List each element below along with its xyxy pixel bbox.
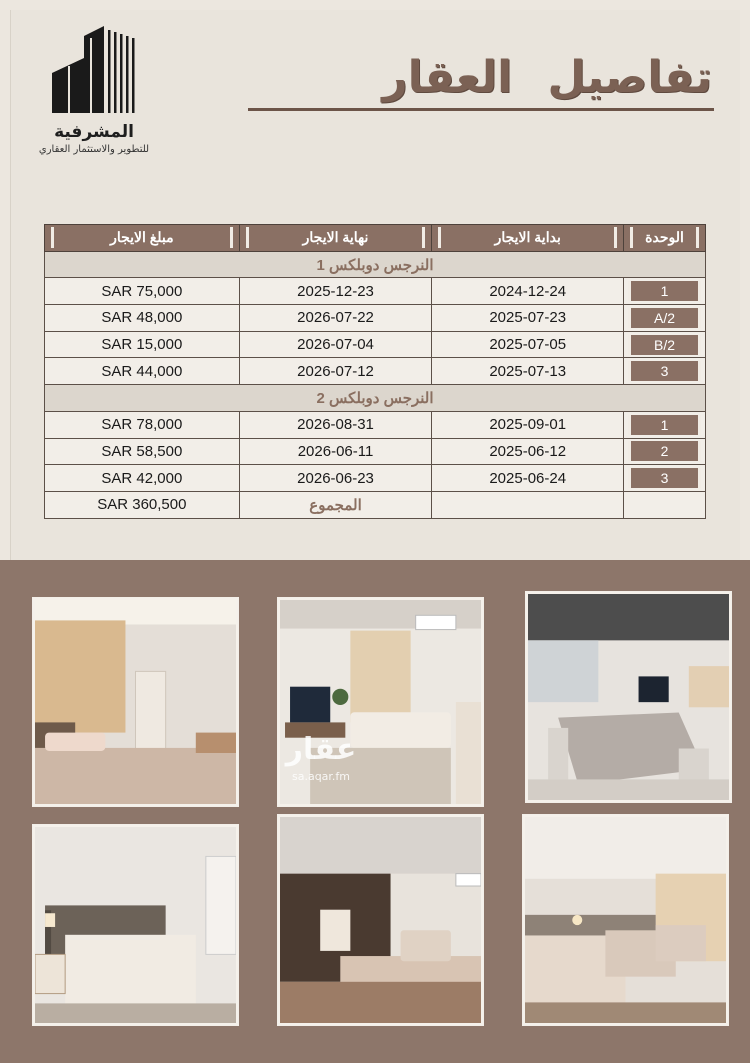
start-date: 2025-06-12 xyxy=(432,438,624,465)
start-date: 2025-07-23 xyxy=(432,305,624,332)
brand-tagline: للتطوير والاستثمار العقاري xyxy=(38,144,150,155)
group-row xyxy=(45,385,706,412)
unit-label: 2 xyxy=(628,441,701,461)
table-row xyxy=(45,305,706,332)
unit-label: 1 xyxy=(628,281,701,301)
bedroom-photo-icon xyxy=(35,600,236,804)
table-row xyxy=(45,358,706,385)
photo-bedroom-2 xyxy=(33,825,238,1025)
table-row xyxy=(45,331,706,358)
rent-amount: 15,000 SAR xyxy=(45,331,240,358)
rent-amount: 48,000 SAR xyxy=(45,305,240,332)
start-date: 2025-07-13 xyxy=(432,358,624,385)
table-row xyxy=(45,278,706,305)
start-date: 2024-12-24 xyxy=(432,278,624,305)
table-header-row xyxy=(45,225,706,252)
page-title: تفاصيل العقار xyxy=(382,52,712,103)
brand-logo xyxy=(14,18,174,188)
end-date: 2026-07-04 xyxy=(239,331,432,358)
building-logo-icon xyxy=(44,18,144,118)
start-date: 2025-07-05 xyxy=(432,331,624,358)
end-date: 2025-12-23 xyxy=(239,278,432,305)
rent-amount: 42,000 SAR xyxy=(45,465,240,492)
bedroom-photo-icon xyxy=(280,817,481,1023)
end-date: 2026-07-22 xyxy=(239,305,432,332)
header-amount: مبلغ الايجار xyxy=(45,225,240,252)
header-unit: الوحدة xyxy=(624,225,706,252)
watermark-logo: عقار xyxy=(285,732,357,767)
group-row xyxy=(45,251,706,278)
rent-amount: 44,000 SAR xyxy=(45,358,240,385)
title-underline xyxy=(248,108,714,111)
brand-name: المشرفية xyxy=(54,122,134,142)
header-end: نهاية الايجار xyxy=(239,225,432,252)
group-name: النرجس دوبلكس 1 xyxy=(45,251,706,278)
unit-label: 2/B xyxy=(628,335,701,355)
total-amount: 360,500 SAR xyxy=(45,491,240,518)
rent-amount: 58,500 SAR xyxy=(45,438,240,465)
bedroom-photo-icon xyxy=(35,827,236,1023)
start-date: 2025-06-24 xyxy=(432,465,624,492)
total-row xyxy=(45,491,706,518)
aqar-watermark xyxy=(266,732,376,802)
dining-room-photo-icon xyxy=(528,594,729,800)
table-row xyxy=(45,465,706,492)
start-date: 2025-09-01 xyxy=(432,411,624,438)
rent-amount: 78,000 SAR xyxy=(45,411,240,438)
photo-dining-room xyxy=(526,592,731,802)
total-label: المجموع xyxy=(239,491,432,518)
group-name: النرجس دوبلكس 2 xyxy=(45,385,706,412)
rent-amount: 75,000 SAR xyxy=(45,278,240,305)
header-start: بداية الايجار xyxy=(432,225,624,252)
photo-bedroom-3 xyxy=(278,815,483,1025)
end-date: 2026-08-31 xyxy=(239,411,432,438)
photo-bedroom-4 xyxy=(523,815,728,1025)
end-date: 2026-06-23 xyxy=(239,465,432,492)
rental-table xyxy=(44,224,706,519)
end-date: 2026-07-12 xyxy=(239,358,432,385)
table-row xyxy=(45,411,706,438)
bedroom-photo-icon xyxy=(525,817,726,1023)
watermark-url: sa.aqar.fm xyxy=(291,770,351,783)
unit-label: 1 xyxy=(628,415,701,435)
photo-bedroom-1 xyxy=(33,598,238,806)
unit-label: 3 xyxy=(628,468,701,488)
table-row xyxy=(45,438,706,465)
unit-label: 2/A xyxy=(628,308,701,328)
unit-label: 3 xyxy=(628,361,701,381)
end-date: 2026-06-11 xyxy=(239,438,432,465)
